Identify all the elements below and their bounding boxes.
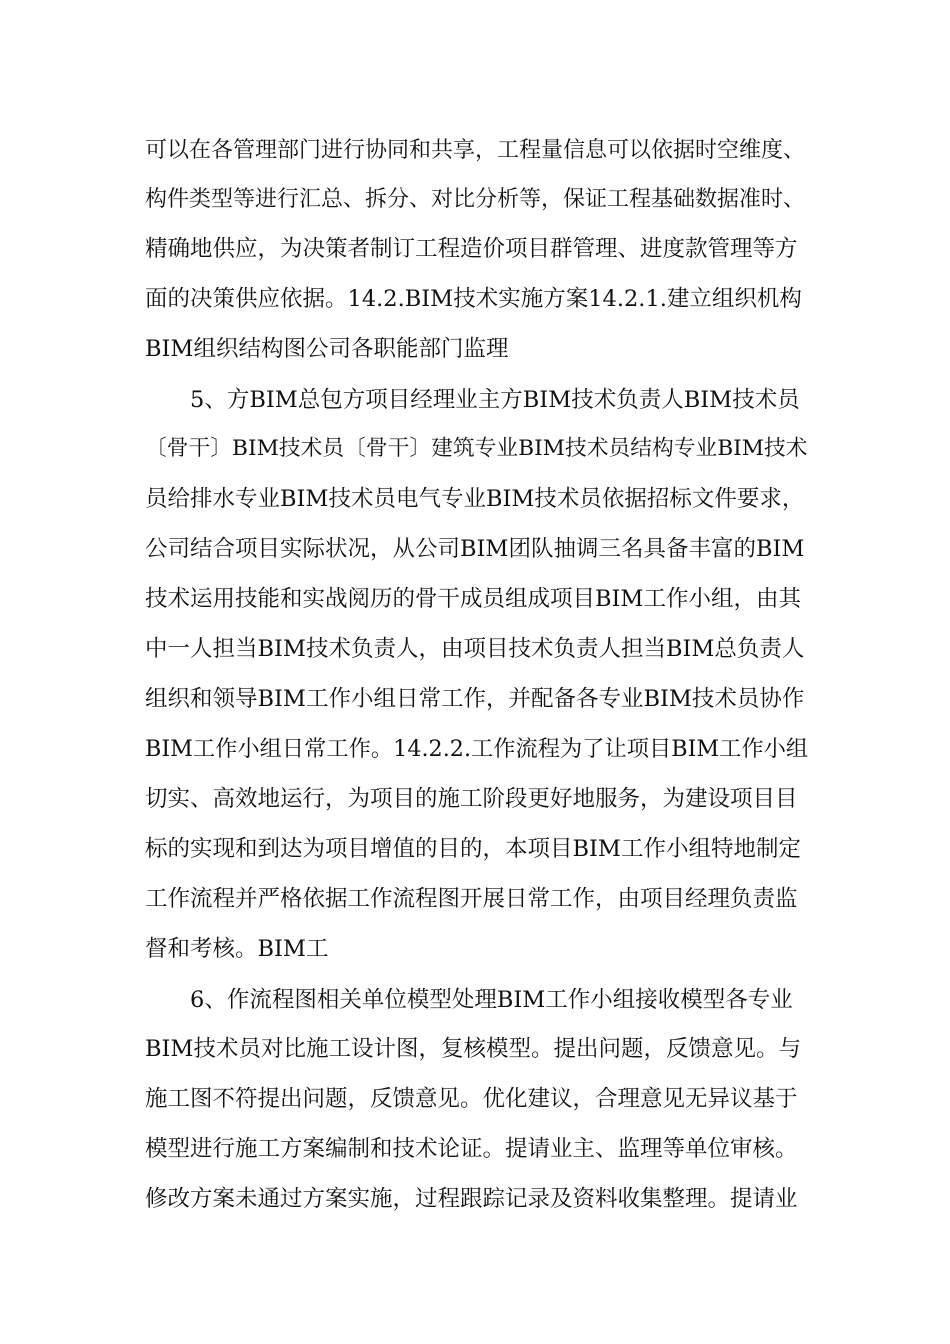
text-line: 〔骨干〕BIM技术员〔骨干〕建筑专业BIM技术员结构专业BIM技术 bbox=[145, 436, 808, 461]
text-line: 公司结合项目实际状况，从公司BIM团队抽调三名具备丰富的BIM bbox=[145, 536, 805, 562]
text-line: 标的实现和到达为项目增值的目的，本项目BIM工作小组特地制定 bbox=[145, 836, 801, 862]
text-line: 工作流程并严格依据工作流程图开展日常工作，由项目经理负责监 bbox=[145, 886, 798, 912]
text-line: 切实、高效地运行，为项目的施工阶段更好地服务，为建设项目目 bbox=[145, 786, 798, 812]
text-line: BIM技术员对比施工设计图，复核模型。提出问题，反馈意见。与 bbox=[145, 1036, 801, 1062]
text-line: 中一人担当BIM技术负责人，由项目技术负责人担当BIM总负责人 bbox=[145, 636, 805, 662]
text-line: 员给排水专业BIM技术员电气专业BIM技术员依据招标文件要求， bbox=[145, 486, 805, 512]
text-line: 可以在各管理部门进行协同和共享，工程量信息可以依据时空维度、 bbox=[145, 138, 806, 163]
text-line: 施工图不符提出问题，反馈意见。优化建议，合理意见无异议基于 bbox=[145, 1086, 798, 1112]
text-line: 督和考核。BIM工 bbox=[145, 936, 329, 962]
text-line: 模型进行施工方案编制和技术论证。提请业主、监理等单位审核。 bbox=[145, 1136, 798, 1162]
text-line: BIM工作小组日常工作。14.2.2.工作流程为了让项目BIM工作小组 bbox=[145, 736, 809, 762]
text-line: 修改方案未通过方案实施，过程跟踪记录及资料收集整理。提请业 bbox=[145, 1186, 798, 1212]
paragraph-start-line: 6、作流程图相关单位模型处理BIM工作小组接收模型各专业 bbox=[190, 987, 793, 1013]
paragraph-start-line: 5、方BIM总包方项目经理业主方BIM技术负责人BIM技术员 bbox=[190, 387, 800, 413]
text-line: 构件类型等进行汇总、拆分、对比分析等，保证工程基础数据准时、 bbox=[145, 187, 806, 212]
text-line: 组织和领导BIM工作小组日常工作，并配备各专业BIM技术员协作 bbox=[145, 686, 805, 712]
text-line: 面的决策供应依据。14.2.BIM技术实施方案14.2.1.建立组织机构 bbox=[145, 286, 802, 312]
text-line: BIM组织结构图公司各职能部门监理 bbox=[145, 336, 509, 362]
text-line: 精确地供应，为决策者制订工程造价项目群管理、进度款管理等方 bbox=[145, 236, 798, 262]
text-line: 技术运用技能和实战阅历的骨干成员组成项目BIM工作小组，由其 bbox=[145, 586, 801, 612]
